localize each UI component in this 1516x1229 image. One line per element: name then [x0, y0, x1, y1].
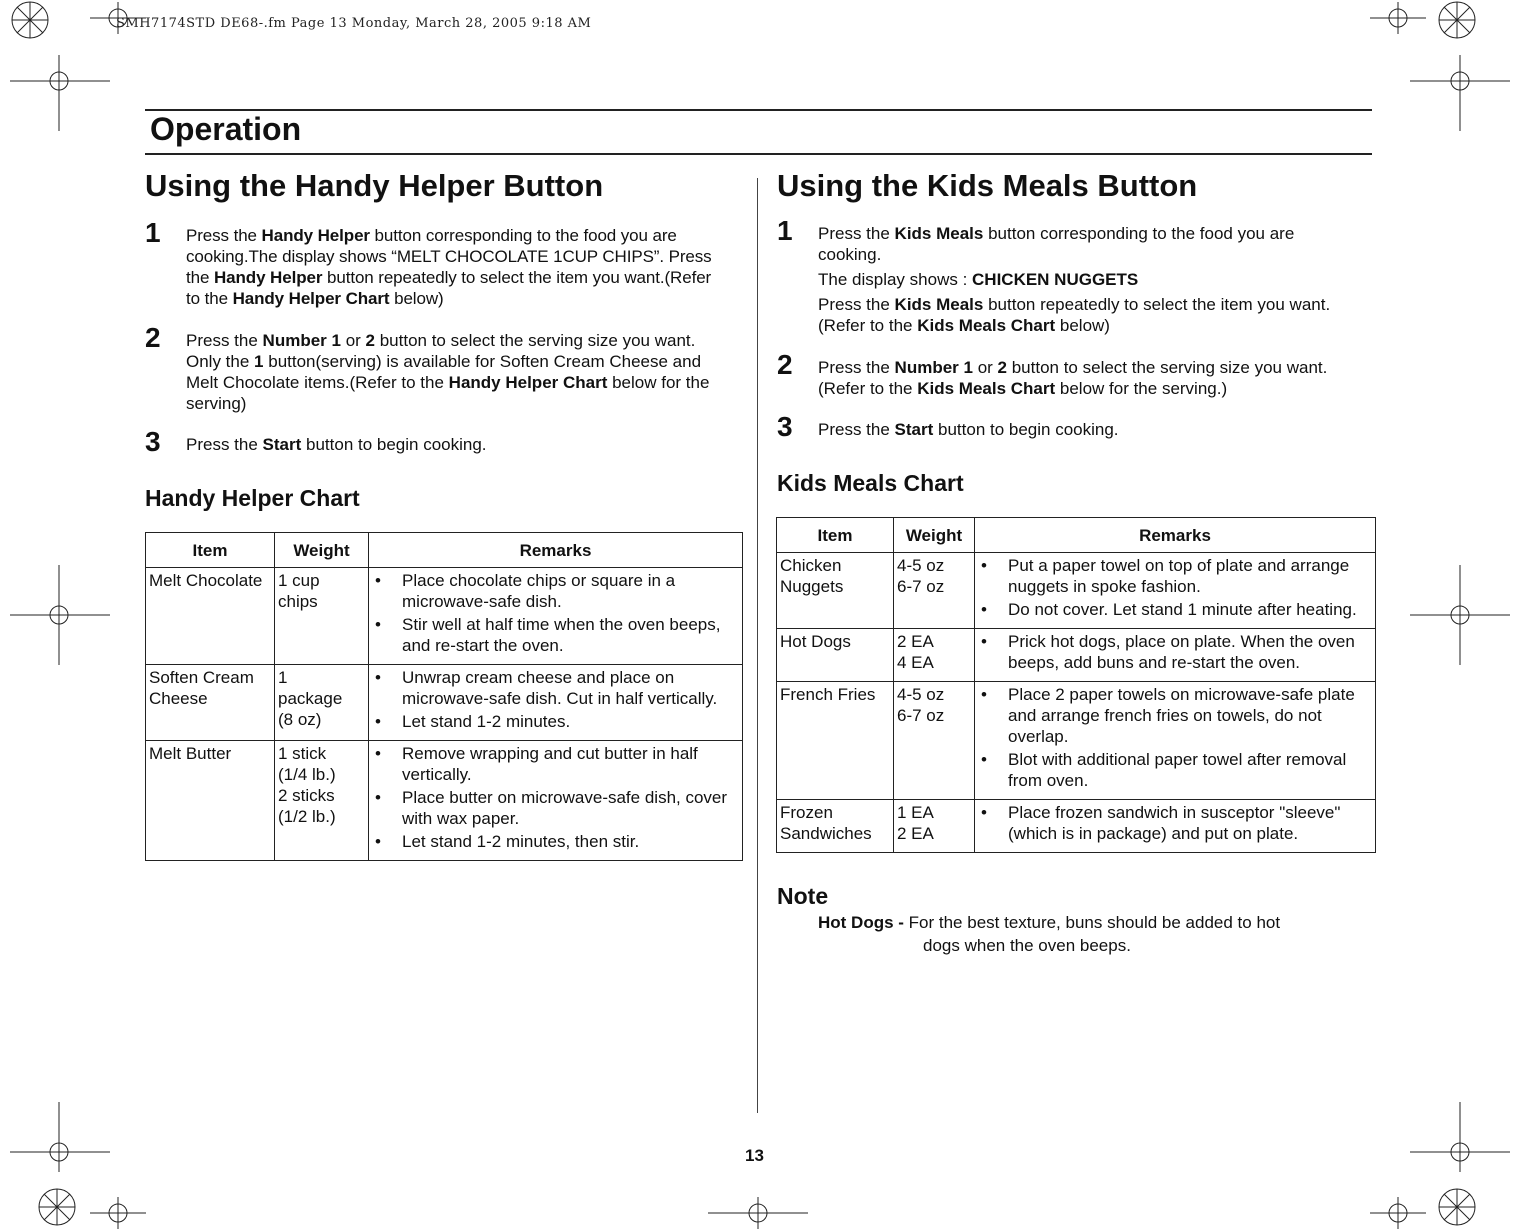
remark-item: • Place chocolate chips or square in a microwave-safe dish.: [372, 570, 738, 612]
table-header-row: [777, 518, 1376, 553]
crosshair-target-icon: [1370, 1195, 1426, 1229]
column-header-remarks: Remarks: [975, 518, 1376, 553]
crosshair-target-icon: [708, 1195, 808, 1229]
remark-item: • Put a paper towel on top of plate and arrange nuggets in spoke fashion.: [978, 555, 1371, 597]
remark-item: • Place frozen sandwich in susceptor "sleeve" (which is in package) and put on plate.: [978, 802, 1371, 844]
crosshair-target-icon: [10, 565, 110, 665]
remark-item: • Remove wrapping and cut butter in half vertically.: [372, 743, 738, 785]
remarks-cell: [975, 553, 1376, 629]
registration-mark-icon: [1435, 0, 1479, 44]
page-number: 13: [745, 1146, 764, 1165]
remarks-cell: [975, 629, 1376, 682]
table-row: [777, 629, 1376, 682]
registration-mark-icon: [35, 1185, 79, 1229]
note-text: Hot Dogs - For the best texture, buns should be added to hot dogs when the oven beeps.: [818, 913, 1281, 955]
step-paragraph: Press the Number 1 or 2 button to select the serving size you want. Only the 1 button(serving) is available for Soften Cream Cheese and Melt Chocolate items.(Refer to the Handy Helper Chart below for the serving): [186, 331, 710, 413]
step-paragraph: Press the Number 1 or 2 button to select the serving size you want. (Refer to the Kids Meals Chart below for the serving.): [818, 358, 1328, 398]
remark-item: • Place 2 paper towels on microwave-safe plate and arrange french fries on towels, do not overlap.: [978, 684, 1371, 747]
item-cell: Frozen Sandwiches: [777, 800, 894, 853]
crosshair-target-icon: [1410, 1102, 1510, 1172]
step-number: 3: [145, 426, 161, 457]
column-header-weight: Weight: [894, 518, 975, 553]
column-header-remarks: Remarks: [369, 533, 743, 568]
file-info-label: SMH7174STD DE68-.fm Page 13 Monday, March 28, 2005 9:18 AM: [116, 16, 592, 31]
item-cell: Hot Dogs: [777, 629, 894, 682]
weight-cell: 1 stick (1/4 lb.) 2 sticks (1/2 lb.): [275, 741, 369, 861]
handy-helper-chart: [145, 532, 743, 861]
step-paragraph: Press the Start button to begin cooking.: [818, 420, 1119, 439]
note-title: Note: [777, 883, 829, 909]
crosshair-target-icon: [10, 55, 110, 131]
remark-item: • Let stand 1-2 minutes.: [372, 711, 738, 732]
remark-item: • Do not cover. Let stand 1 minute after heating.: [978, 599, 1371, 620]
item-cell: French Fries: [777, 682, 894, 800]
step-text: [818, 357, 1347, 399]
table-row: [777, 800, 1376, 853]
step-text: [818, 419, 1347, 440]
registration-mark-icon: [1435, 1185, 1479, 1229]
page-title: Operation: [150, 111, 302, 147]
crosshair-target-icon: [1370, 0, 1426, 40]
weight-cell: 1 cup chips: [275, 568, 369, 665]
note-label: Hot Dogs -: [818, 913, 909, 932]
step-text: [818, 223, 1347, 336]
step-number: 2: [145, 322, 161, 353]
section-title-handy-helper: Using the Handy Helper Button: [145, 168, 604, 203]
crosshair-target-icon: [90, 1195, 146, 1229]
step-paragraph: Press the Start button to begin cooking.: [186, 435, 487, 454]
kids-meals-chart: [776, 517, 1376, 853]
weight-cell: 2 EA 4 EA: [894, 629, 975, 682]
registration-mark-icon: [8, 0, 52, 44]
remarks-cell: [369, 741, 743, 861]
remark-item: • Blot with additional paper towel after removal from oven.: [978, 749, 1371, 791]
remarks-cell: [369, 568, 743, 665]
kids-meals-step-3: [777, 411, 1347, 444]
step-number: 1: [145, 217, 161, 248]
table-row: [146, 568, 743, 665]
remark-item: • Prick hot dogs, place on plate. When the oven beeps, add buns and re-start the oven.: [978, 631, 1371, 673]
kids-meals-step-2: [777, 349, 1347, 403]
note-text-continued: dogs when the oven beeps.: [923, 936, 1131, 955]
column-divider: [757, 178, 758, 1113]
table-row: [146, 741, 743, 861]
table-header-row: [146, 533, 743, 568]
crosshair-target-icon: [1410, 55, 1510, 131]
handy-helper-step-2: [145, 322, 715, 418]
weight-cell: 4-5 oz 6-7 oz: [894, 682, 975, 800]
step-number: 1: [777, 215, 793, 246]
handy-helper-step-3: [145, 426, 715, 459]
item-cell: Chicken Nuggets: [777, 553, 894, 629]
header-top-rule: [145, 109, 1372, 111]
header-bottom-rule: [145, 153, 1372, 155]
item-cell: Melt Butter: [146, 741, 275, 861]
handy-helper-chart-title: Handy Helper Chart: [145, 485, 360, 511]
step-paragraph: Press the Kids Meals button corresponding to the food you are cooking.: [818, 224, 1295, 264]
step-text: [186, 434, 715, 455]
crosshair-target-icon: [10, 1102, 110, 1172]
column-header-item: Item: [777, 518, 894, 553]
table-row: [777, 682, 1376, 800]
step-paragraph: Press the Kids Meals button repeatedly to select the item you want.(Refer to the Kids Meals Chart below): [818, 295, 1331, 335]
item-cell: Soften Cream Cheese: [146, 665, 275, 741]
step-number: 3: [777, 411, 793, 442]
weight-cell: 4-5 oz 6-7 oz: [894, 553, 975, 629]
remark-item: • Let stand 1-2 minutes, then stir.: [372, 831, 738, 852]
item-cell: Melt Chocolate: [146, 568, 275, 665]
crosshair-target-icon: [1410, 565, 1510, 665]
remarks-cell: [369, 665, 743, 741]
kids-meals-step-1: [777, 215, 1347, 340]
column-header-weight: Weight: [275, 533, 369, 568]
step-paragraph: Press the Handy Helper button corresponding to the food you are cooking.The display shows “MELT CHOCOLATE 1CUP CHIPS”. Press the Handy Helper button repeatedly to select the item you want.(Refer to the Handy Helper Chart below): [186, 226, 712, 308]
step-text: [186, 225, 715, 309]
weight-cell: 1 package (8 oz): [275, 665, 369, 741]
handy-helper-step-1: [145, 217, 715, 313]
table-row: [777, 553, 1376, 629]
remark-item: • Unwrap cream cheese and place on microwave-safe dish. Cut in half vertically.: [372, 667, 738, 709]
column-header-item: Item: [146, 533, 275, 568]
remarks-cell: [975, 800, 1376, 853]
kids-meals-chart-title: Kids Meals Chart: [777, 470, 964, 496]
step-paragraph: The display shows : CHICKEN NUGGETS: [818, 270, 1139, 289]
step-text: [186, 330, 715, 414]
remarks-cell: [975, 682, 1376, 800]
section-title-kids-meals: Using the Kids Meals Button: [777, 168, 1198, 203]
step-number: 2: [777, 349, 793, 380]
remark-item: • Stir well at half time when the oven beeps, and re-start the oven.: [372, 614, 738, 656]
weight-cell: 1 EA 2 EA: [894, 800, 975, 853]
table-row: [146, 665, 743, 741]
remark-item: • Place butter on microwave-safe dish, cover with wax paper.: [372, 787, 738, 829]
